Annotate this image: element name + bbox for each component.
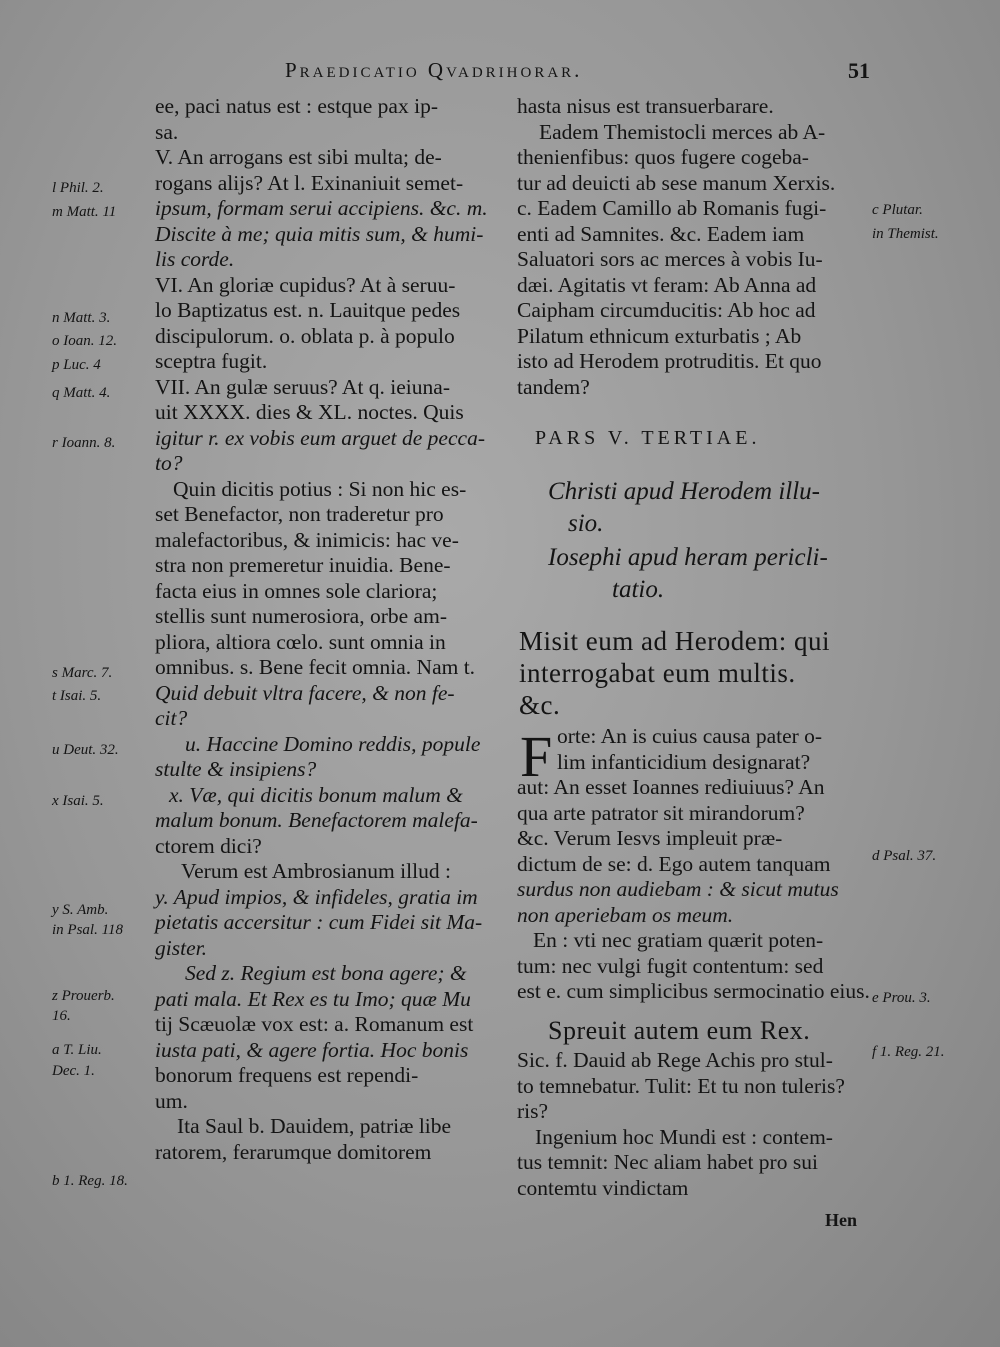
text-line: gister.	[155, 935, 207, 960]
text-line: x. Væ, qui dicitis bonum malum &	[169, 782, 463, 807]
text-line: orte: An is cuius causa pater o-	[557, 724, 823, 748]
drop-cap: F	[520, 724, 553, 789]
page-number: 51	[848, 58, 870, 83]
text-line: V. An arrogans est sibi multa; de-	[155, 145, 442, 169]
text-line: stulte & insipiens?	[155, 757, 317, 781]
margin-note: in Themist.	[872, 226, 939, 242]
text-line: um.	[155, 1088, 188, 1113]
text-line: non aperiebam os meum.	[517, 902, 734, 927]
text-line: ris?	[517, 1099, 549, 1123]
text-line: ctorem dici?	[155, 833, 262, 858]
running-header: Praedicatio Qvadrihorar.	[285, 58, 583, 82]
text-line: uit XXXX. dies & XL. noctes. Quis	[155, 400, 464, 424]
text-line: aut: An esset Ioannes rediuiuus? An	[517, 775, 825, 799]
text-line: to?	[155, 451, 183, 475]
text-line: VII. An gulæ seruus? At q. ieiuna-	[155, 374, 450, 399]
text-line: ipsum, formam serui accipiens. &c. m.	[155, 196, 488, 220]
text-line: u. Haccine Domino reddis, popule	[185, 731, 481, 756]
text-line: stra non premeretur inuidia. Bene-	[155, 553, 451, 577]
text-line: pliora, altiora cœlo. sunt omnia in	[155, 629, 446, 654]
text-line: ratorem, ferarumque domitorem	[155, 1139, 432, 1164]
text-line: Caipham circumducitis: Ab hoc ad	[517, 298, 816, 322]
scripture-heading: &c.	[519, 690, 561, 720]
text-line: Discite à me; quia mitis sum, & humi-	[155, 221, 484, 246]
margin-note: c Plutar.	[872, 202, 923, 218]
text-line: Sed z. Regium est bona agere; &	[185, 961, 467, 985]
margin-note: in Psal. 118	[52, 922, 123, 938]
text-line: bonorum frequens est rependi-	[155, 1063, 419, 1087]
text-line: tus temnit: Nec aliam habet pro sui	[517, 1150, 818, 1174]
text-line: enti ad Samnites. &c. Eadem iam	[517, 221, 805, 246]
right-text-column-end	[517, 1048, 862, 1201]
text-line: Quin dicitis potius : Si non hic es-	[173, 476, 467, 501]
margin-note: n Matt. 3.	[52, 310, 111, 326]
margin-note: r Ioann. 8.	[52, 435, 116, 451]
margin-note: Dec. 1.	[52, 1063, 95, 1079]
text-line: lo Baptizatus est. n. Lauitque pedes	[155, 298, 461, 322]
text-line: omnibus. s. Bene fecit omnia. Nam t.	[155, 655, 476, 679]
margin-note: y S. Amb.	[52, 902, 109, 918]
margin-note: u Deut. 32.	[52, 742, 119, 758]
text-line: sa.	[155, 119, 179, 144]
text-line: ee, paci natus est : estque pax ip-	[155, 94, 438, 118]
margin-note: d Psal. 37.	[872, 848, 937, 864]
section-heading: sio.	[568, 510, 604, 537]
margin-note: p Luc. 4	[52, 357, 101, 373]
text-line: stellis sunt numerosiora, orbe am-	[155, 604, 447, 628]
left-text-column	[155, 94, 500, 1165]
text-line: to temnebatur. Tulit: Et tu non tuleris?	[517, 1073, 845, 1098]
catchword: Hen	[825, 1210, 858, 1230]
margin-note: q Matt. 4.	[52, 385, 111, 401]
text-line: En : vti nec gratiam quærit poten-	[533, 928, 824, 952]
margin-note: z Prouerb.	[52, 988, 115, 1004]
text-line: rogans alijs? At l. Exinaniuit semet-	[155, 170, 464, 195]
section-heading: Christi apud Herodem illu-	[548, 478, 820, 505]
text-line: dictum de se: d. Ego autem tanquam	[517, 851, 831, 876]
margin-note: 16.	[52, 1008, 71, 1024]
section-heading: tatio.	[612, 576, 665, 603]
right-text-column	[517, 94, 862, 400]
text-line: malum bonum. Benefactorem malefa-	[155, 808, 478, 832]
text-line: tandem?	[517, 374, 590, 399]
text-line: hasta nisus est transuerbarare.	[517, 94, 774, 118]
text-line: surdus non audiebam : & sicut mutus	[517, 877, 839, 901]
margin-note: e Prou. 3.	[872, 990, 931, 1006]
text-line: cit?	[155, 706, 188, 730]
text-line: Saluatori sors ac merces à vobis Iu-	[517, 247, 823, 271]
right-text-column-lower	[517, 724, 870, 1005]
margin-note: t Isai. 5.	[52, 688, 102, 704]
margin-note: b 1. Reg. 18.	[52, 1173, 128, 1189]
margin-note: o Ioan. 12.	[52, 333, 117, 349]
text-line: set Benefactor, non traderetur pro	[155, 502, 444, 526]
text-line: sceptra fugit.	[155, 349, 268, 373]
text-line: igitur r. ex vobis eum arguet de pecca-	[155, 425, 485, 450]
text-line: iusta pati, & agere fortia. Hoc bonis	[155, 1037, 469, 1062]
text-line: tum: nec vulgi fugit contentum: sed	[517, 953, 824, 978]
text-line: Eadem Themistocli merces ab A-	[539, 119, 826, 144]
margin-note: x Isai. 5.	[52, 793, 104, 809]
text-line: y. Apud impios, & infideles, gratia im	[155, 884, 478, 909]
text-line: qua arte patrator sit mirandorum?	[517, 800, 805, 825]
section-title: PARS V. TERTIAE.	[535, 427, 761, 449]
text-line: isto ad Herodem protruditis. Et quo	[517, 349, 822, 373]
text-line: pati mala. Et Rex es tu Imo; quæ Mu	[155, 986, 471, 1011]
margin-note: f 1. Reg. 21.	[872, 1044, 945, 1060]
text-line: Quid debuit vltra facere, & non fe-	[155, 680, 455, 705]
text-line: tur ad deuicti ab sese manum Xerxis.	[517, 170, 836, 195]
margin-note: s Marc. 7.	[52, 665, 113, 681]
text-line: Ita Saul b. Dauidem, patriæ libe	[177, 1114, 452, 1138]
text-line: VI. An gloriæ cupidus? At à seruu-	[155, 272, 456, 297]
text-line: discipulorum. o. oblata p. à populo	[155, 323, 455, 348]
text-line: facta eius in omnes sole clariora;	[155, 578, 438, 603]
margin-note: l Phil. 2.	[52, 180, 104, 196]
text-line: tij Scæuolæ vox est: a. Romanum est	[155, 1012, 474, 1036]
text-line: malefactoribus, & inimicis: hac ve-	[155, 527, 459, 552]
text-line: Ingenium hoc Mundi est : contem-	[535, 1124, 833, 1149]
margin-note: m Matt. 11	[52, 204, 117, 220]
text-line: lis corde.	[155, 247, 235, 271]
section-heading: Iosephi apud heram pericli-	[548, 544, 828, 571]
scripture-heading: interrogabat eum multis.	[519, 658, 796, 688]
text-line: Pilatum ethnicum exturbatis ; Ab	[517, 323, 802, 348]
text-line: dæi. Agitatis vt feram: Ab Anna ad	[517, 272, 817, 297]
text-line: Sic. f. Dauid ab Rege Achis pro stul-	[517, 1048, 833, 1072]
text-line: c. Eadem Camillo ab Romanis fugi-	[517, 196, 827, 220]
text-line: contemtu vindictam	[517, 1175, 689, 1200]
text-line: lim infanticidium designarat?	[557, 749, 811, 774]
text-line: thenienfibus: quos fugere cogeba-	[517, 145, 809, 169]
margin-note: a T. Liu.	[52, 1042, 102, 1058]
scripture-heading: Misit eum ad Herodem: qui	[519, 626, 830, 656]
text-line: pietatis accersitur : cum Fidei sit Ma-	[155, 910, 483, 934]
scripture-heading: Spreuit autem eum Rex.	[548, 1016, 811, 1045]
text-line: &c. Verum Iesvs impleuit præ-	[517, 826, 783, 850]
text-line: Verum est Ambrosianum illud :	[181, 859, 451, 883]
text-line: est e. cum simplicibus sermocinatio eius.	[517, 979, 870, 1003]
